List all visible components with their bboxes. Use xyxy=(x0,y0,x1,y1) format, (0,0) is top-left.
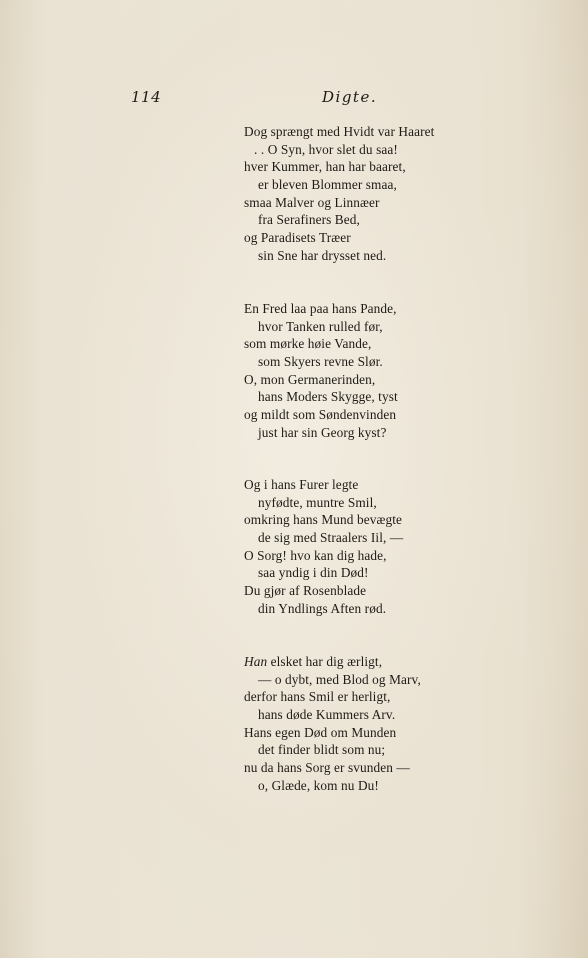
verse-line: sin Sne har drysset ned. xyxy=(258,247,387,263)
verse-line: som mørke høie Vande, xyxy=(244,336,372,352)
verse-line: omkring hans Mund bevægte xyxy=(244,512,402,528)
verse-line: saa yndig i din Død! xyxy=(258,565,369,581)
verse-line: det finder blidt som nu; xyxy=(258,742,386,758)
verse-line: En Fred laa paa hans Pande, xyxy=(244,301,397,316)
verse-line: just har sin Georg kyst? xyxy=(258,424,387,440)
stanza-3 xyxy=(244,476,474,618)
verse-line-rest: elsket har dig ærligt, xyxy=(267,654,383,669)
verse-line: smaa Malver og Linnæer xyxy=(244,194,380,210)
verse-line: Dog sprængt med Hvidt var Haaret xyxy=(244,124,435,139)
stanza-4 xyxy=(244,653,474,795)
stanza-2 xyxy=(244,300,474,442)
verse-line: nyfødte, muntre Smil, xyxy=(258,494,377,510)
verse-line: og mildt som Søndenvinden xyxy=(244,407,397,423)
verse-line: de sig med Straalers Iil, — xyxy=(258,530,404,546)
verse-line: Du gjør af Rosenblade xyxy=(244,583,367,599)
verse-line: hvor Tanken rulled før, xyxy=(258,318,383,334)
verse-line: O Sorg! hvo kan dig hade, xyxy=(244,547,387,563)
verse-line: O, mon Germanerinden, xyxy=(244,371,376,387)
verse-line xyxy=(244,653,474,671)
italic-word: Han xyxy=(244,654,268,669)
verse-line: og Paradisets Træer xyxy=(244,230,351,246)
verse-line: hans døde Kummers Arv. xyxy=(258,707,396,723)
verse-line: som Skyers revne Slør. xyxy=(258,354,383,370)
verse-line: er bleven Blommer smaa, xyxy=(258,177,397,193)
page-number: 114 xyxy=(131,88,162,106)
verse-line: . . O Syn, hvor slet du saa! xyxy=(254,141,398,157)
verse-line: derfor hans Smil er herligt, xyxy=(244,689,391,705)
verse-line: o, Glæde, kom nu Du! xyxy=(258,777,379,793)
stanza-1 xyxy=(244,123,474,265)
verse-line: hans Moders Skygge, tyst xyxy=(258,389,398,405)
verse-line: hver Kummer, han har baaret, xyxy=(244,159,406,175)
verse-line: nu da hans Sorg er svunden — xyxy=(244,760,410,776)
verse-line: — o dybt, med Blod og Marv, xyxy=(258,671,421,687)
verse-line: Og i hans Furer legte xyxy=(244,477,359,492)
verse-line: fra Serafiners Bed, xyxy=(258,212,360,228)
verse-line: din Yndlings Aften rød. xyxy=(258,600,387,616)
running-title: Digte. xyxy=(322,88,378,106)
verse-line: Hans egen Død om Munden xyxy=(244,724,397,740)
